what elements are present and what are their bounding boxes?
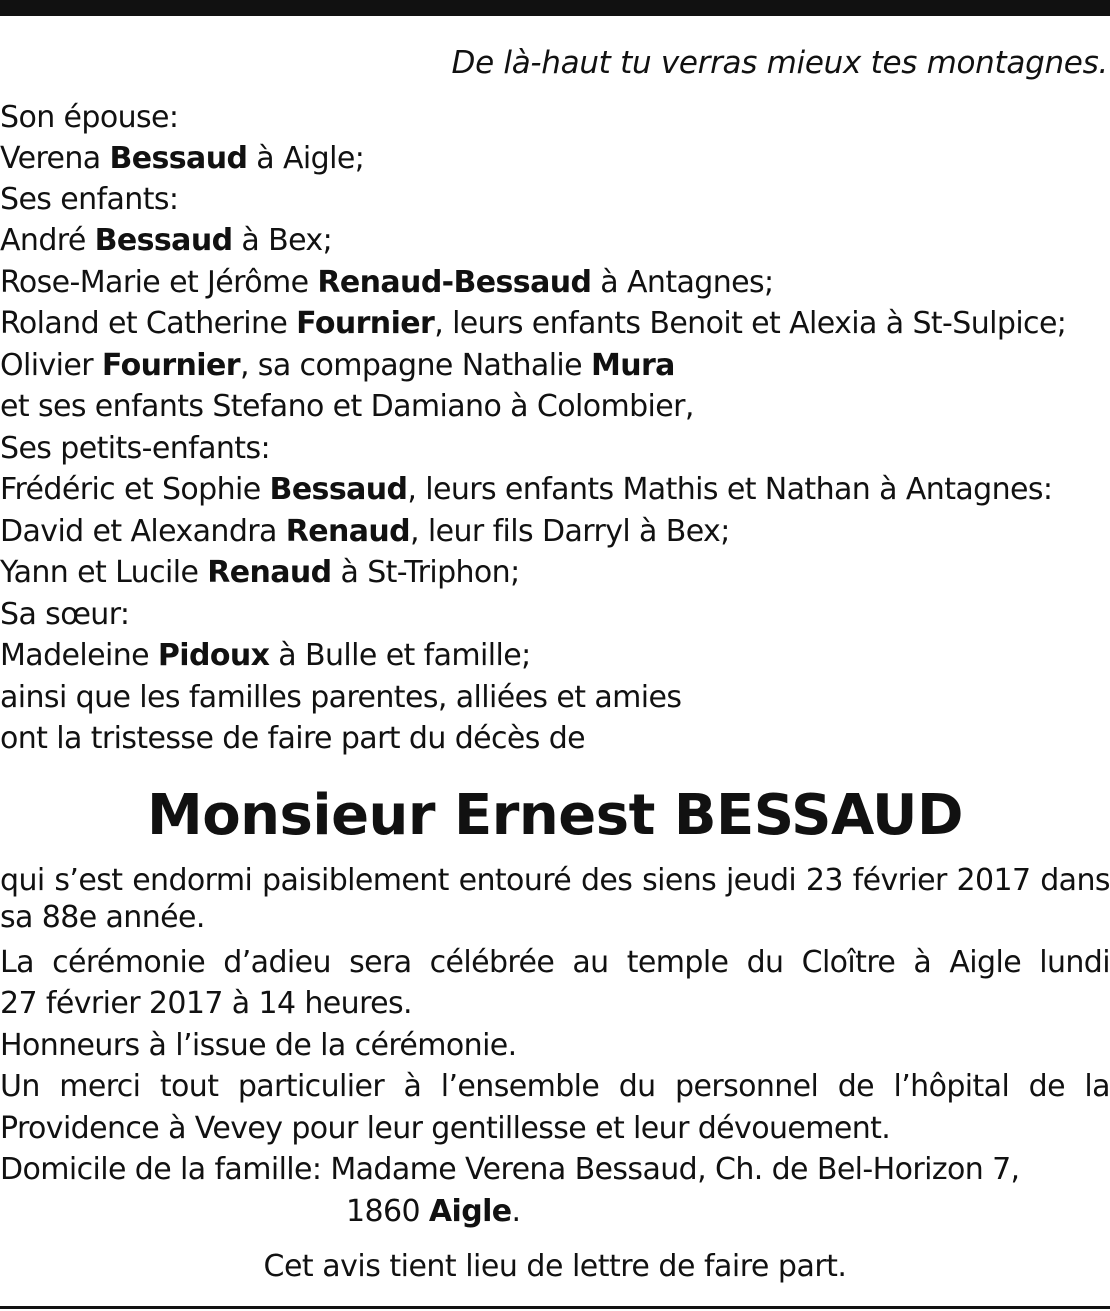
child-entry — [0, 303, 1066, 344]
word: tout — [159, 1069, 219, 1104]
word: Aigle — [949, 945, 1022, 980]
word: sera — [349, 945, 412, 980]
entry-text: David et Alexandra — [0, 514, 286, 549]
word: du — [746, 945, 784, 980]
closing-line: ainsi que les familles parentes, alliées et amies — [0, 680, 682, 715]
entry-text: à Bex; — [232, 223, 333, 258]
word: la — [1084, 1069, 1110, 1104]
grandchild-entry — [0, 469, 1052, 510]
word: février — [852, 863, 947, 898]
word: La — [0, 945, 34, 980]
death-announcement-line — [0, 860, 1110, 901]
children-label: Ses enfants: — [0, 182, 179, 217]
word: des — [580, 863, 633, 898]
domicile-line: Domicile de la famille: Madame Verena Bessaud, Ch. de Bel-Horizon 7, — [0, 1152, 1020, 1187]
entry-text: , leurs enfants Benoit et Alexia à St-Sulpice; — [434, 306, 1067, 341]
grandchildren-label: Ses petits-enfants: — [0, 431, 271, 466]
surname: Fournier — [101, 348, 240, 383]
entry-text: à Bulle et famille; — [269, 638, 531, 673]
epigraph: De là-haut tu verras mieux tes montagnes. — [451, 45, 1108, 81]
child-entry — [0, 345, 675, 386]
children-continuation: et ses enfants Stefano et Damiano à Colombier, — [0, 389, 694, 424]
sister-entry — [0, 635, 531, 676]
surname: Mura — [590, 348, 675, 383]
word: cérémonie — [52, 945, 206, 980]
honours-line: Honneurs à l’issue de la cérémonie. — [0, 1028, 517, 1063]
word: merci — [59, 1069, 141, 1104]
word: 23 — [805, 863, 843, 898]
word: entouré — [458, 863, 572, 898]
entry-text: , leur fils Darryl à Bex; — [410, 514, 730, 549]
word: de — [837, 1069, 875, 1104]
word: de — [1028, 1069, 1065, 1104]
word: jeudi — [725, 863, 797, 898]
domicile-address — [346, 1191, 520, 1232]
spouse-entry — [0, 138, 364, 179]
surname: Renaud — [285, 514, 411, 549]
entry-text: . — [511, 1194, 521, 1229]
ceremony-line — [0, 942, 1110, 983]
word: 2017 — [956, 863, 1031, 898]
entry-text: Verena — [0, 141, 110, 176]
thanks-line — [0, 1066, 1110, 1107]
word: à — [913, 945, 932, 980]
entry-text: Olivier — [0, 348, 102, 383]
word: siens — [642, 863, 717, 898]
death-announcement-line: sa 88e année. — [0, 900, 205, 935]
word: dans — [1040, 863, 1110, 898]
entry-text: , leurs enfants Mathis et Nathan à Antagnes: — [407, 472, 1053, 507]
word: temple — [626, 945, 729, 980]
word: célébrée — [429, 945, 555, 980]
entry-text: à Aigle; — [247, 141, 365, 176]
deceased-name-heading: Monsieur Ernest BESSAUD — [146, 783, 964, 848]
grandchild-entry — [0, 552, 520, 593]
word: Cloître — [801, 945, 896, 980]
word: Un — [0, 1069, 40, 1104]
surname: Renaud — [207, 555, 332, 590]
thanks-line: Providence à Vevey pour leur gentillesse et leur dévouement. — [0, 1111, 891, 1146]
word: à — [403, 1069, 422, 1104]
entry-text: à St-Triphon; — [331, 555, 520, 590]
entry-text: , sa compagne Nathalie — [239, 348, 591, 383]
top-border-rule — [0, 0, 1110, 16]
footer-note: Cet avis tient lieu de lettre de faire part. — [263, 1249, 847, 1284]
word: lundi — [1039, 945, 1110, 980]
bottom-border-rule — [0, 1306, 1110, 1309]
word: d’adieu — [223, 945, 331, 980]
entry-text: André — [0, 223, 95, 258]
word: l’ensemble — [440, 1069, 600, 1104]
entry-text: Madeleine — [0, 638, 158, 673]
word: s’est — [54, 863, 123, 898]
entry-text: à Antagnes; — [591, 265, 774, 300]
word: l’hôpital — [893, 1069, 1010, 1104]
surname: Bessaud — [269, 472, 408, 507]
surname: Renaud-Bessaud — [317, 265, 592, 300]
grandchild-entry — [0, 511, 730, 552]
word: du — [618, 1069, 656, 1104]
word: au — [572, 945, 609, 980]
surname: Fournier — [296, 306, 435, 341]
surname: Bessaud — [94, 223, 233, 258]
surname: Pidoux — [157, 638, 270, 673]
entry-text: Yann et Lucile — [0, 555, 208, 590]
word: paisiblement — [262, 863, 449, 898]
word: endormi — [132, 863, 253, 898]
entry-text: Roland et Catherine — [0, 306, 297, 341]
sister-label: Sa sœur: — [0, 597, 130, 632]
entry-text: Rose-Marie et Jérôme — [0, 265, 318, 300]
child-entry — [0, 262, 774, 303]
ceremony-line: 27 février 2017 à 14 heures. — [0, 986, 412, 1021]
word: qui — [0, 863, 45, 898]
postcode: 1860 — [346, 1194, 429, 1229]
closing-line: ont la tristesse de faire part du décès de — [0, 721, 586, 756]
word: particulier — [237, 1069, 385, 1104]
town: Aigle — [428, 1194, 512, 1229]
entry-text: Frédéric et Sophie — [0, 472, 270, 507]
word: personnel — [675, 1069, 819, 1104]
surname: Bessaud — [109, 141, 248, 176]
child-entry — [0, 220, 332, 261]
spouse-label: Son épouse: — [0, 100, 179, 135]
